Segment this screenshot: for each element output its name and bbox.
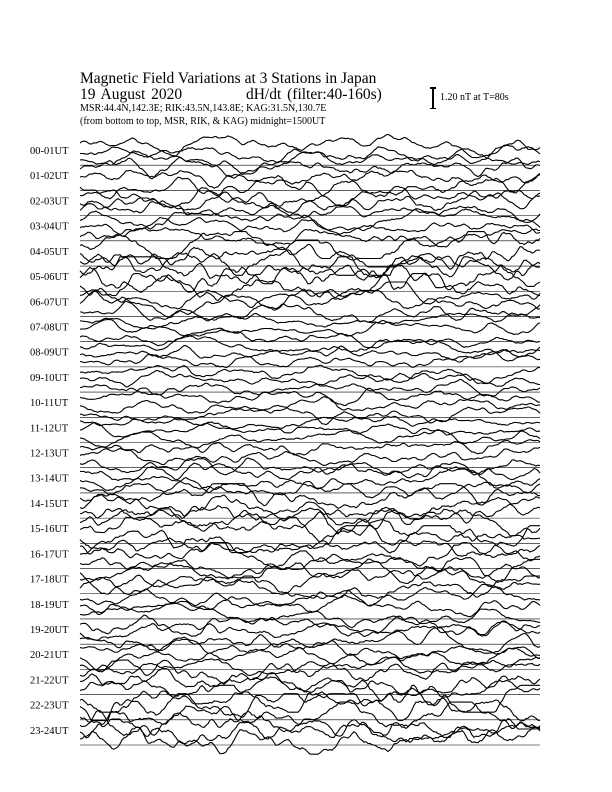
hour-row-11-12UT — [30, 416, 540, 448]
hour-row-07-08UT — [30, 313, 540, 348]
hour-label: 19-20UT — [30, 624, 69, 636]
trace-MSR-06-07UT — [80, 301, 540, 322]
hour-label: 21-22UT — [30, 675, 69, 687]
quantity-label: dH/dt (filter:40-160s) — [245, 86, 382, 103]
trace-MSR-03-04UT — [80, 228, 540, 247]
trace-MSR-22-23UT — [80, 702, 540, 729]
hour-label: 05-06UT — [30, 272, 69, 284]
hour-label: 03-04UT — [30, 221, 69, 233]
trace-MSR-10-11UT — [80, 405, 540, 424]
hour-label: 15-16UT — [30, 524, 69, 536]
trace-RIK-20-21UT — [80, 648, 540, 671]
hour-row-16-17UT — [30, 538, 540, 578]
trace-MSR-05-06UT — [80, 274, 540, 301]
hour-label: 04-05UT — [30, 246, 69, 258]
trace-RIK-02-03UT — [80, 191, 540, 216]
hour-label: 20-21UT — [30, 650, 69, 662]
hour-label: 00-01UT — [30, 146, 69, 157]
hour-row-10-11UT — [30, 388, 540, 425]
trace-KAG-22-23UT — [80, 685, 540, 712]
hour-row-09-10UT — [30, 365, 540, 396]
hour-label: 17-18UT — [30, 574, 69, 586]
trace-KAG-04-05UT — [80, 232, 540, 259]
hour-label: 07-08UT — [30, 322, 69, 334]
trace-KAG-15-16UT — [80, 509, 540, 536]
trace-RIK-00-01UT — [80, 145, 540, 163]
trace-RIK-08-09UT — [80, 346, 540, 363]
trace-RIK-19-20UT — [80, 622, 540, 641]
hour-label: 18-19UT — [30, 599, 69, 611]
trace-RIK-11-12UT — [80, 422, 540, 437]
trace-KAG-23-24UT — [80, 711, 540, 738]
hour-label: 09-10UT — [30, 372, 69, 384]
trace-KAG-08-09UT — [80, 336, 540, 353]
station-order-note: (from bottom to top, MSR, RIK, & KAG) midnight=1500UT — [80, 116, 326, 127]
scale-label: 1.20 nT at T=80s — [440, 92, 509, 103]
trace-KAG-00-01UT — [80, 134, 540, 157]
date-label: 19 August 2020 — [80, 86, 183, 103]
trace-KAG-16-17UT — [80, 538, 540, 556]
hour-label: 08-09UT — [30, 347, 69, 359]
trace-RIK-13-14UT — [80, 467, 540, 491]
trace-RIK-10-11UT — [80, 397, 540, 414]
trace-RIK-22-23UT — [80, 694, 540, 721]
chart-title: Magnetic Field Variations at 3 Stations in Japan — [80, 70, 377, 87]
hour-label: 22-23UT — [30, 700, 69, 712]
trace-MSR-18-19UT — [80, 601, 540, 627]
hour-label: 11-12UT — [30, 423, 69, 435]
hour-label: 06-07UT — [30, 297, 69, 309]
trace-RIK-06-07UT — [80, 290, 540, 317]
trace-RIK-21-22UT — [80, 669, 540, 696]
trace-KAG-17-18UT — [80, 559, 540, 583]
hour-row-08-09UT — [30, 336, 540, 368]
trace-KAG-03-04UT — [80, 209, 540, 231]
trace-MSR-04-05UT — [80, 250, 540, 275]
trace-KAG-10-11UT — [80, 388, 540, 406]
trace-KAG-07-08UT — [80, 313, 540, 328]
trace-KAG-14-15UT — [80, 484, 540, 509]
hour-row-18-19UT — [30, 585, 540, 628]
trace-MSR-20-21UT — [80, 657, 540, 676]
hour-label: 02-03UT — [30, 196, 69, 208]
hour-row-17-18UT — [30, 559, 540, 598]
trace-MSR-13-14UT — [80, 478, 540, 500]
station-coordinates: MSR:44.4N,142.3E; RIK:43.5N,143.8E; KAG:31.5N,130.7E — [80, 103, 327, 114]
hour-label: 12-13UT — [30, 448, 69, 460]
hour-row-03-04UT — [30, 209, 540, 247]
trace-KAG-01-02UT — [80, 157, 540, 179]
trace-RIK-07-08UT — [80, 320, 540, 337]
hour-label: 16-17UT — [30, 549, 69, 561]
hour-row-00-01UT — [30, 134, 540, 174]
hour-label: 01-02UT — [30, 171, 69, 183]
hour-row-22-23UT — [30, 685, 540, 729]
hour-label: 14-15UT — [30, 498, 69, 510]
hour-label: 10-11UT — [30, 398, 69, 410]
trace-RIK-09-10UT — [80, 371, 540, 387]
hour-label: 23-24UT — [30, 725, 69, 737]
hour-label: 13-14UT — [30, 473, 69, 485]
hour-row-06-07UT — [30, 282, 540, 322]
